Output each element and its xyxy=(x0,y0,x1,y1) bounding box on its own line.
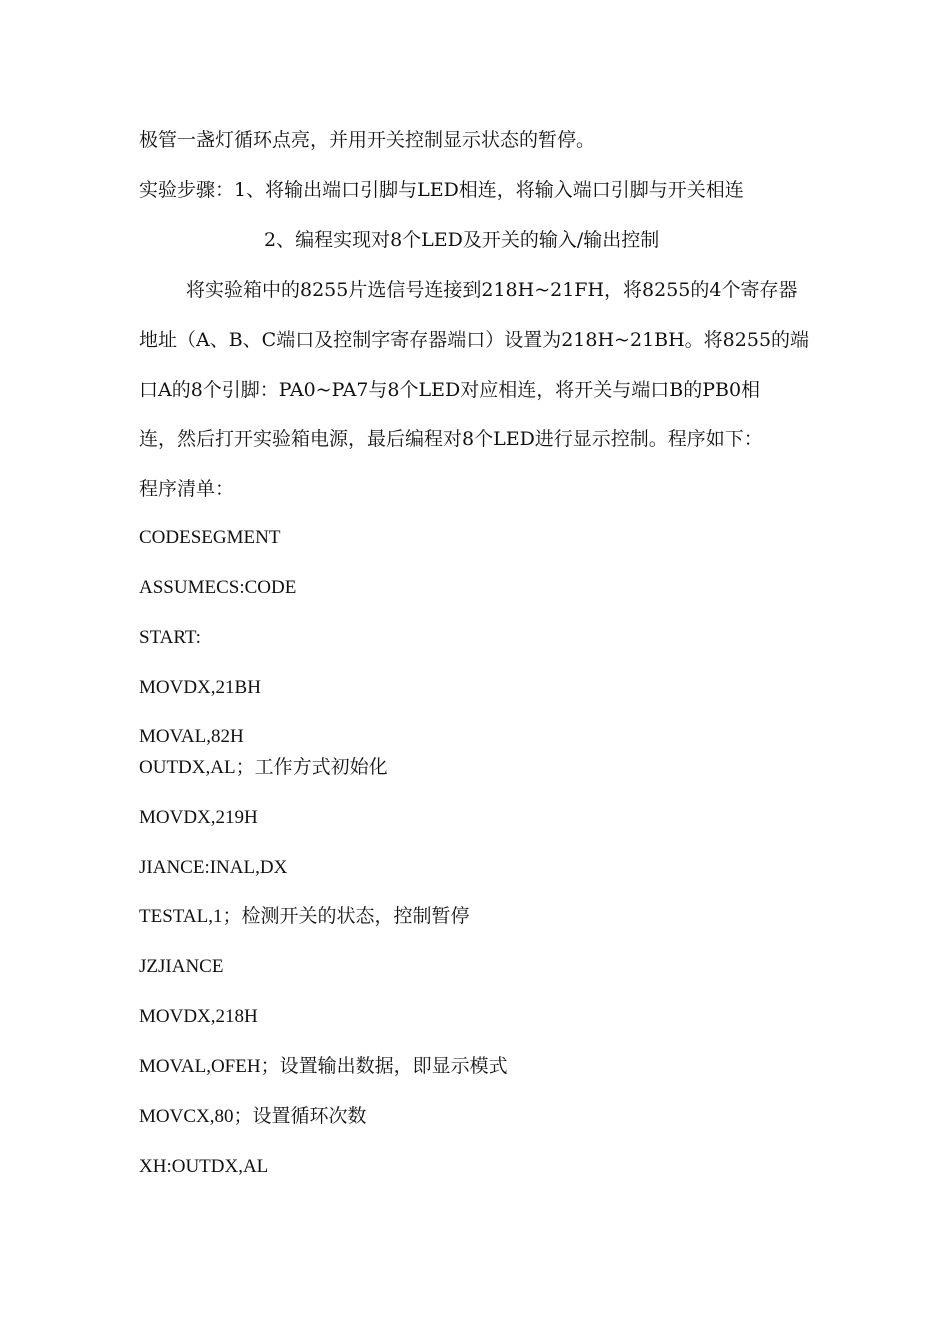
code-line: MOVAL,OFEH；设置输出数据，即显示模式 xyxy=(139,1056,508,1077)
code-line: MOVDX,218H xyxy=(139,1006,258,1027)
code-line: CODESEGMENT xyxy=(139,527,281,548)
step-1-line: 实验步骤：1、将输出端口引脚与LED相连，将输入端口引脚与开关相连 xyxy=(139,179,744,201)
paragraph-line-4: 连，然后打开实验箱电源，最后编程对8个LED进行显示控制。程序如下： xyxy=(139,428,763,450)
code-line: OUTDX,AL；工作方式初始化 xyxy=(139,757,388,778)
code-line: START: xyxy=(139,627,201,648)
code-line: JZJIANCE xyxy=(139,956,224,977)
code-line: XH:OUTDX,AL xyxy=(139,1156,269,1177)
step-2-line: 2、编程实现对8个LED及开关的输入/输出控制 xyxy=(264,229,660,251)
paragraph-line-2: 地址（A、B、C端口及控制字寄存器端口）设置为218H~21BH。将8255的端 xyxy=(139,329,810,351)
code-line: JIANCE:INAL,DX xyxy=(139,857,288,878)
paragraph-line-3: 口A的8个引脚：PA0~PA7与8个LED对应相连，将开关与端口B的PB0相 xyxy=(139,379,761,401)
intro-tail-line: 极管一盏灯循环点亮，并用开关控制显示状态的暂停。 xyxy=(139,129,596,151)
code-line: MOVCX,80；设置循环次数 xyxy=(139,1106,367,1127)
paragraph-line-1: 将实验箱中的8255片选信号连接到218H~21FH，将8255的4个寄存器 xyxy=(186,279,798,301)
code-line: TESTAL,1；检测开关的状态，控制暂停 xyxy=(139,906,470,927)
code-line: ASSUMECS:CODE xyxy=(139,577,297,598)
listing-title: 程序清单： xyxy=(139,478,235,500)
code-line: MOVDX,219H xyxy=(139,807,258,828)
code-line: MOVAL,82H xyxy=(139,726,244,747)
code-line: MOVDX,21BH xyxy=(139,677,261,698)
